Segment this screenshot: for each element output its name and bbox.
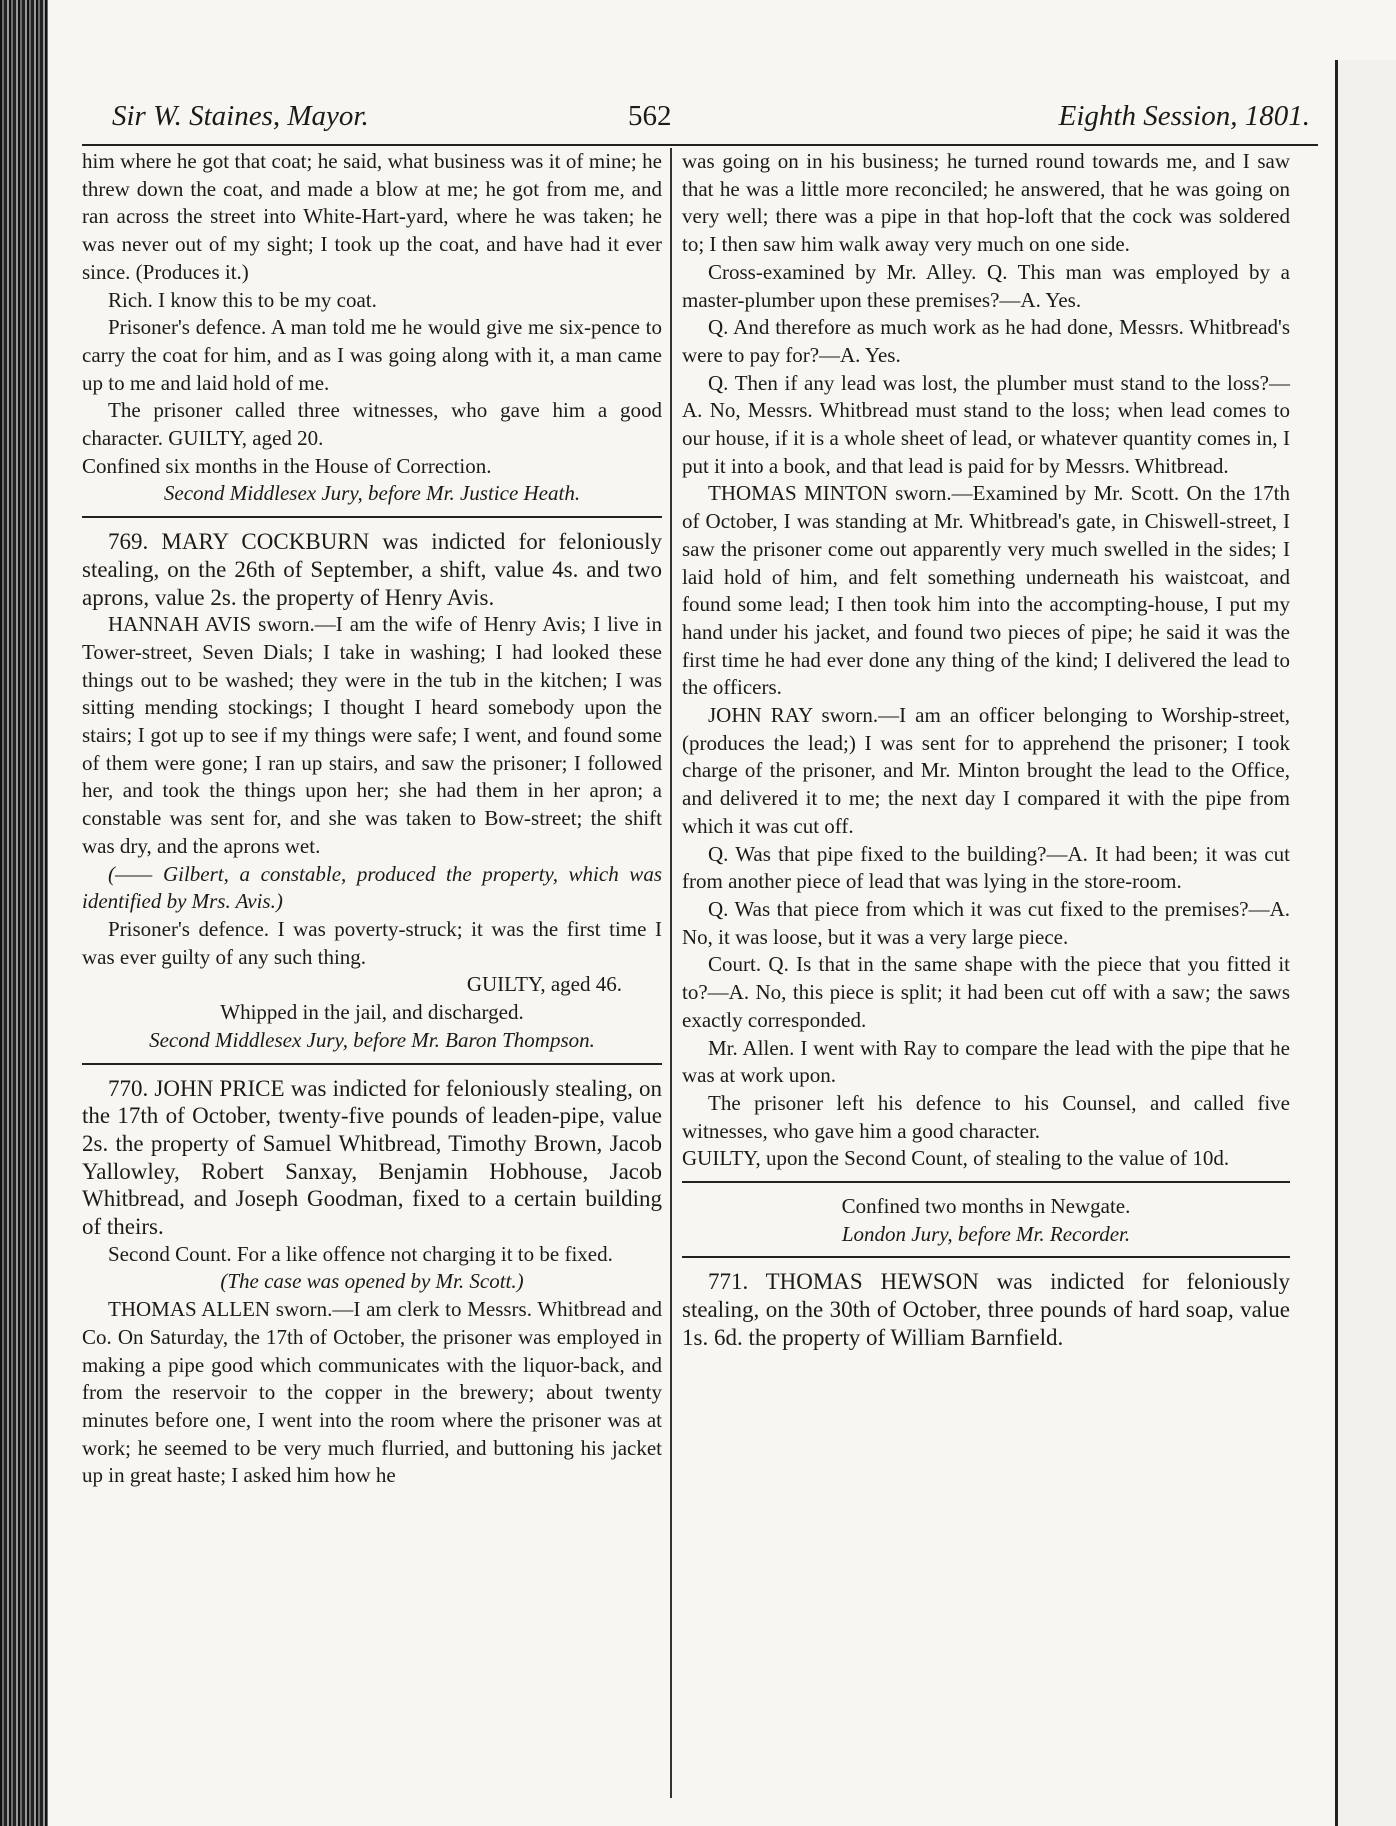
page-number: 562 — [628, 100, 672, 132]
jury-line: Second Middlesex Jury, before Mr. Baron Thompson. — [149, 1027, 595, 1052]
paragraph: Q. Was that piece from which it was cut fixed to the premises?—A. No, it was loose, but it was a very large piece. — [682, 896, 1290, 949]
case-heading: 771. THOMAS HEWSON was indicted for feloniously stealing, on the 30th of October, three pounds of hard soap, value 1s. 6d. the property of William Barnfield. — [682, 1269, 1290, 1350]
paragraph: Rich. I know this to be my coat. — [108, 287, 377, 312]
verdict-line: GUILTY, upon the Second Count, of stealing to the value of 10d. — [682, 1146, 1230, 1171]
verdict-line: GUILTY, aged 46. — [466, 972, 622, 997]
section-rule — [82, 516, 662, 518]
section-rule — [82, 1063, 662, 1065]
running-header — [82, 96, 1318, 146]
paragraph: Q. Was that pipe fixed to the building?—A. It had been; it was cut from another piece of lead that was lying in the store-room. — [682, 841, 1290, 894]
paragraph: Second Count. For a like offence not charging it to be fixed. — [108, 1241, 613, 1266]
section-rule — [682, 1256, 1290, 1258]
paragraph: Q. And therefore as much work as he had done, Messrs. Whitbread's were to pay for?—A. Yes. — [682, 315, 1290, 367]
paragraph: HANNAH AVIS sworn.—I am the wife of Henry Avis; I live in Tower-street, Seven Dials; I take in washing; I had looked these things out to be washed; they were in the tub in the kitchen; I was sitting mending stockings; I thought I heard somebody upon the stairs; I got up to see if my things were safe; I went, and found some of them were gone; I ran up stairs, and saw the prisoner; I followed her, and took the things upon her; she had them in her apron; a constable was sent for, and she was taken to Bow-street; the shift was dry, and the aprons wet. — [82, 612, 662, 858]
right-column — [682, 148, 1290, 1798]
header-session: Eighth Session, 1801. — [1058, 100, 1310, 132]
paragraph: Q. Then if any lead was lost, the plumber must stand to the loss?—A. No, Messrs. Whitbread must stand to the loss; when lead comes to our house, if it is a whole sheet of lead, or whatever quantity comes in, I put it into a book, and that lead is paid for by Messrs. Whitbread. — [682, 370, 1290, 478]
paragraph: Court. Q. Is that in the same shape with the piece that you fitted it to?—A. No, this piece is split; it had been cut off with a saw; the saws exactly corresponded. — [682, 952, 1290, 1032]
header-mayor: Sir W. Staines, Mayor. — [112, 100, 369, 132]
document-page — [82, 96, 1318, 1806]
column-divider — [670, 148, 672, 1798]
paragraph: Prisoner's defence. A man told me he would give me six-pence to carry the coat for him, and as I was going along with it, a man came up to me and laid hold of me. — [82, 315, 662, 395]
sentence-line: Confined six months in the House of Correction. — [82, 453, 492, 478]
jury-line: London Jury, before Mr. Recorder. — [841, 1221, 1131, 1246]
book-binding — [0, 0, 48, 1826]
paragraph: THOMAS MINTON sworn.—Examined by Mr. Scott. On the 17th of October, I was standing at Mr. Whitbread's gate, in Chiswell-street, I saw the prisoner come out apparently very much swelled in the sides; I laid hold of him, and felt something underneath his waistcoat, and found some lead; I then took him into the accompting-house, I put my hand under his jacket, and found two pieces of pipe; he said it was the first time he had ever done any thing of the kind; I delivered the lead to the officers. — [682, 481, 1290, 700]
paragraph: (The case was opened by Mr. Scott.) — [220, 1269, 524, 1294]
jury-line: Second Middlesex Jury, before Mr. Justice Heath. — [163, 481, 581, 506]
paragraph: The prisoner left his defence to his Counsel, and called five witnesses, who gave him a good character. — [682, 1090, 1290, 1143]
paragraph: Cross-examined by Mr. Alley. Q. This man was employed by a master-plumber upon these premises?—A. Yes. — [682, 259, 1290, 312]
case-heading: 770. JOHN PRICE was indicted for feloniously stealing, on the 17th of October, twenty-five pounds of leaden-pipe, value 2s. the property of Samuel Whitbread, Timothy Brown, Jacob Yallowley, Robert Sanxay, Benjamin Hobhouse, Jacob Whitbread, and Joseph Goodman, fixed to a certain building of theirs. — [82, 1075, 662, 1240]
section-rule — [682, 1181, 1290, 1183]
paragraph: THOMAS ALLEN sworn.—I am clerk to Messrs. Whitbread and Co. On Saturday, the 17th of October, the prisoner was employed in making a pipe good which communicates with the liquor-back, and from the reservoir to the copper in the brewery; about twenty minutes before one, I went into the room where the prisoner was at work; he seemed to be very much flurried, and buttoning his jacket up in great haste; I asked him how he — [82, 1297, 662, 1488]
paragraph: JOHN RAY sworn.—I am an officer belonging to Worship-street, (produces the lead;) I was sent for to apprehend the prisoner; I took charge of the prisoner, and Mr. Minton brought the lead to the Office, and delivered it to me; the next day I compared it with the pipe from which it was cut off. — [682, 703, 1290, 838]
paragraph: him where he got that coat; he said, what business was it of mine; he threw down the coat, and made a blow at me; he got from me, and ran across the street into White-Hart-yard, where he was taken; he was never out of my sight; I took up the coat, and have had it ever since. (Produces it.) — [82, 149, 662, 284]
paragraph: Prisoner's defence. I was poverty-struck; it was the first time I was ever guilty of any such thing. — [82, 916, 662, 969]
left-column — [82, 148, 662, 1798]
case-heading: 769. MARY COCKBURN was indicted for feloniously stealing, on the 26th of September, a shift, value 4s. and two aprons, value 2s. the property of Henry Avis. — [82, 529, 662, 610]
sentence-line: Confined two months in Newgate. — [841, 1194, 1131, 1219]
paragraph: (—— Gilbert, a constable, produced the property, which was identified by Mrs. Avis.) — [82, 861, 662, 914]
paragraph: Mr. Allen. I went with Ray to compare the lead with the pipe that he was at work upon. — [682, 1035, 1290, 1088]
facing-page-edge — [1335, 60, 1396, 1826]
sentence-line: Whipped in the jail, and discharged. — [220, 1000, 524, 1025]
paragraph: was going on in his business; he turned round towards me, and I saw that he was a little more reconciled; he answered, that he was going on very well; there was a pipe in that hop-loft that the cock was soldered to; I then saw him walk away very much on one side. — [682, 149, 1290, 257]
paragraph: The prisoner called three witnesses, who gave him a good character. GUILTY, aged 20. — [82, 398, 662, 451]
